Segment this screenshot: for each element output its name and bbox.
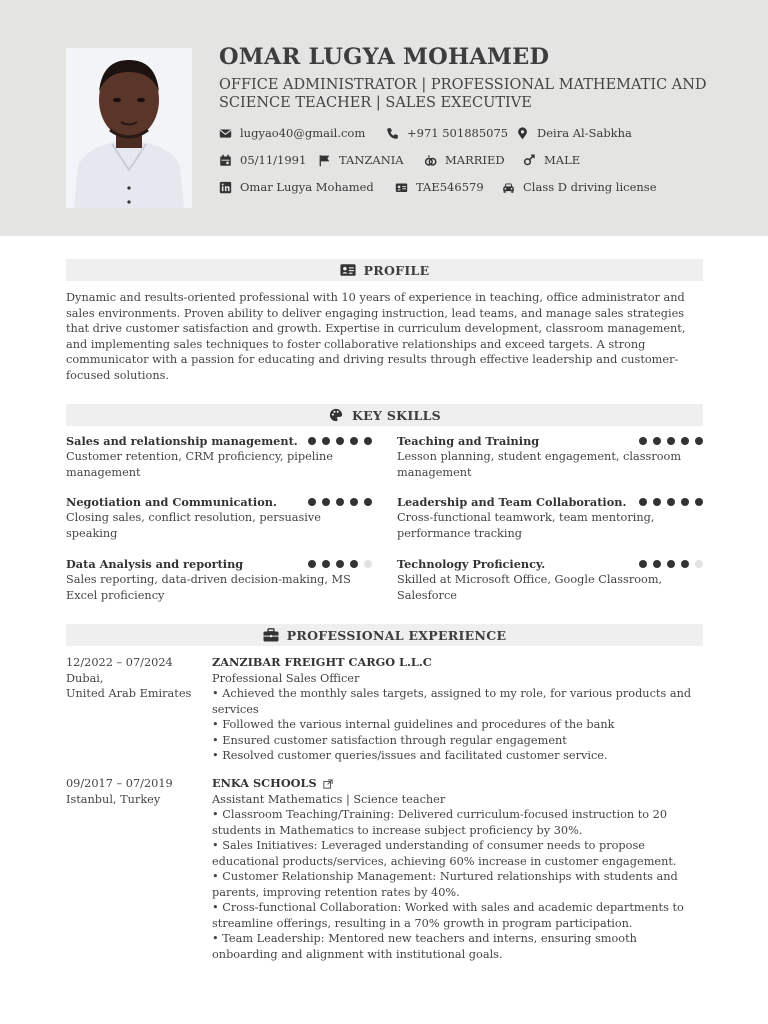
experience-section-header xyxy=(66,624,703,646)
portrait-image xyxy=(66,48,192,208)
rating-dot xyxy=(336,437,344,445)
rating-dot xyxy=(653,498,661,506)
skill-item xyxy=(397,557,703,603)
rating-dot xyxy=(695,498,703,506)
rating-dot xyxy=(681,498,689,506)
skill-description: Sales reporting, data-driven decision-making, MS Excel proficiency xyxy=(66,573,351,602)
location-item xyxy=(516,126,632,140)
rating-dot xyxy=(667,560,675,568)
gender-text: MALE xyxy=(544,153,581,167)
briefcase-icon xyxy=(263,628,279,642)
candidate-headline: OFFICE ADMINISTRATOR | PROFESSIONAL MATHEMATIC AND SCIENCE TEACHER | SALES EXECUTIVE xyxy=(219,77,707,111)
linkedin-text: Omar Lugya Mohamed xyxy=(240,180,374,194)
job-company xyxy=(212,655,704,671)
job-dates: 09/2017 – 07/2019 xyxy=(66,777,173,790)
email-item[interactable] xyxy=(219,126,365,140)
profile-card-icon xyxy=(340,263,356,277)
job-role: Assistant Mathematics | Science teacher xyxy=(212,792,446,806)
candidate-name: OMAR LUGYA MOHAMED xyxy=(219,44,550,70)
rating-dot xyxy=(350,498,358,506)
rating-dot xyxy=(322,437,330,445)
skill-rating xyxy=(308,498,372,506)
gender-icon xyxy=(523,154,536,167)
car-icon xyxy=(502,181,515,194)
skill-item xyxy=(66,495,372,541)
company-name[interactable]: ENKA SCHOOLS xyxy=(212,776,317,790)
phone-text: +971 501885075 xyxy=(407,126,509,140)
job-bullet: • Resolved customer queries/issues and facilitated customer service. xyxy=(212,749,608,762)
skill-item xyxy=(397,434,703,480)
job-location: United Arab Emirates xyxy=(66,687,192,700)
skill-item xyxy=(66,557,372,603)
email-text: lugyao40@gmail.com xyxy=(240,126,366,140)
nationality-item xyxy=(318,153,404,167)
skill-description: Cross-functional teamwork, team mentoring, performance tracking xyxy=(397,511,655,540)
profile-photo xyxy=(66,48,192,208)
skills-section-title: KEY SKILLS xyxy=(351,407,441,423)
job-bullet: • Cross-functional Collaboration: Worked with sales and academic departments to streamline offerings, resulting in a 70% growth in program participation. xyxy=(212,901,684,930)
id-text: TAE546579 xyxy=(416,180,484,194)
id-card-icon xyxy=(395,181,408,194)
skill-name: Technology Proficiency. xyxy=(397,557,546,571)
rating-dot xyxy=(308,498,316,506)
rating-dot xyxy=(639,560,647,568)
rating-dot xyxy=(336,560,344,568)
job-company[interactable] xyxy=(212,776,704,792)
profile-summary: Dynamic and results-oriented professional with 10 years of experience in teaching, office administrator and sales environments. Proven ability to deliver engaging instruction, lead teams, and manage sales strategies that drive customer satisfaction and growth. Expertise in curriculum development, classroom management, and implementing sales techniques to foster collaborative relationships and exceed targets. A strong communicator with a passion for educating and driving results through effective leadership and customer-focused solutions. xyxy=(66,291,686,382)
rating-dot xyxy=(681,437,689,445)
rating-dot xyxy=(681,560,689,568)
job-location: Istanbul, Turkey xyxy=(66,792,161,806)
skill-rating xyxy=(308,437,372,445)
skill-description: Lesson planning, student engagement, classroom management xyxy=(397,450,682,479)
skill-rating xyxy=(639,498,703,506)
job-bullet: • Sales Initiatives: Leveraged understanding of consumer needs to propose educational products/services, achieving 60% increase in customer engagement. xyxy=(212,839,677,868)
skill-item xyxy=(397,495,703,541)
job-bullet: • Team Leadership: Mentored new teachers and interns, ensuring smooth onboarding and alignment with institutional goals. xyxy=(212,932,637,961)
skill-rating xyxy=(639,437,703,445)
job-bullet: • Ensured customer satisfaction through regular engagement xyxy=(212,733,567,747)
skill-name: Data Analysis and reporting xyxy=(66,557,244,571)
marital-text: MARRIED xyxy=(445,153,505,167)
linkedin-item[interactable] xyxy=(219,180,374,194)
rating-dot xyxy=(639,498,647,506)
skill-name: Teaching and Training xyxy=(397,434,540,448)
skill-rating xyxy=(639,560,703,568)
skill-rating xyxy=(308,560,372,568)
job-details xyxy=(212,655,704,764)
license-text: Class D driving license xyxy=(523,180,657,194)
flag-icon xyxy=(318,154,331,167)
phone-icon xyxy=(386,127,399,140)
gender-item xyxy=(523,153,580,167)
rating-dot xyxy=(364,498,372,506)
rating-dot xyxy=(336,498,344,506)
phone-item[interactable] xyxy=(386,126,508,140)
skill-description: Customer retention, CRM proficiency, pipeline management xyxy=(66,450,333,479)
job-bullet: • Achieved the monthly sales targets, assigned to my role, for various products and services xyxy=(212,687,692,716)
job-meta xyxy=(66,776,206,807)
map-pin-icon xyxy=(516,127,529,140)
rating-dot xyxy=(322,498,330,506)
profile-section-title: PROFILE xyxy=(363,262,430,278)
external-link-icon[interactable] xyxy=(323,779,333,789)
rating-dot xyxy=(639,437,647,445)
job-role: Professional Sales Officer xyxy=(212,671,360,685)
rating-dot xyxy=(695,437,703,445)
envelope-icon xyxy=(219,127,232,140)
job-details xyxy=(212,776,704,962)
job-bullet: • Customer Relationship Management: Nurtured relationships with students and parents, improving retention rates by 40%. xyxy=(212,870,678,899)
birthdate-text: 05/11/1991 xyxy=(240,153,307,167)
rating-dot xyxy=(322,560,330,568)
skill-name: Negotiation and Communication. xyxy=(66,495,277,509)
calendar-icon xyxy=(219,154,232,167)
profile-section-header xyxy=(66,259,703,281)
rating-dot xyxy=(350,560,358,568)
rating-dot xyxy=(308,560,316,568)
rating-dot xyxy=(667,498,675,506)
job-location: Dubai, xyxy=(66,671,104,685)
palette-icon xyxy=(328,408,344,422)
rating-dot xyxy=(667,437,675,445)
skill-item xyxy=(66,434,372,480)
skill-name: Sales and relationship management. xyxy=(66,434,298,448)
rating-dot xyxy=(350,437,358,445)
job-bullet: • Classroom Teaching/Training: Delivered curriculum-focused instruction to 20 students in Mathematics to increase subject proficiency by 30%. xyxy=(212,808,668,837)
linkedin-icon xyxy=(219,181,232,194)
rating-dot xyxy=(364,437,372,445)
skill-description: Closing sales, conflict resolution, persuasive speaking xyxy=(66,511,321,540)
rating-dot xyxy=(364,560,372,568)
skill-description: Skilled at Microsoft Office, Google Classroom, Salesforce xyxy=(397,573,663,602)
rating-dot xyxy=(695,560,703,568)
company-name: ZANZIBAR FREIGHT CARGO L.L.C xyxy=(212,655,432,669)
license-item xyxy=(502,180,657,194)
marital-item xyxy=(424,153,505,167)
rating-dot xyxy=(653,560,661,568)
id-item xyxy=(395,180,484,194)
job-meta xyxy=(66,655,206,702)
rings-icon xyxy=(424,154,437,167)
location-text: Deira Al-Sabkha xyxy=(537,126,632,140)
skill-name: Leadership and Team Collaboration. xyxy=(397,495,627,509)
job-dates: 12/2022 – 07/2024 xyxy=(66,656,173,669)
job-bullet: • Followed the various internal guidelines and procedures of the bank xyxy=(212,718,615,731)
birthdate-item xyxy=(219,153,306,167)
nationality-text: TANZANIA xyxy=(339,153,404,167)
rating-dot xyxy=(308,437,316,445)
experience-section-title: PROFESSIONAL EXPERIENCE xyxy=(286,627,507,643)
skills-section-header xyxy=(66,404,703,426)
rating-dot xyxy=(653,437,661,445)
